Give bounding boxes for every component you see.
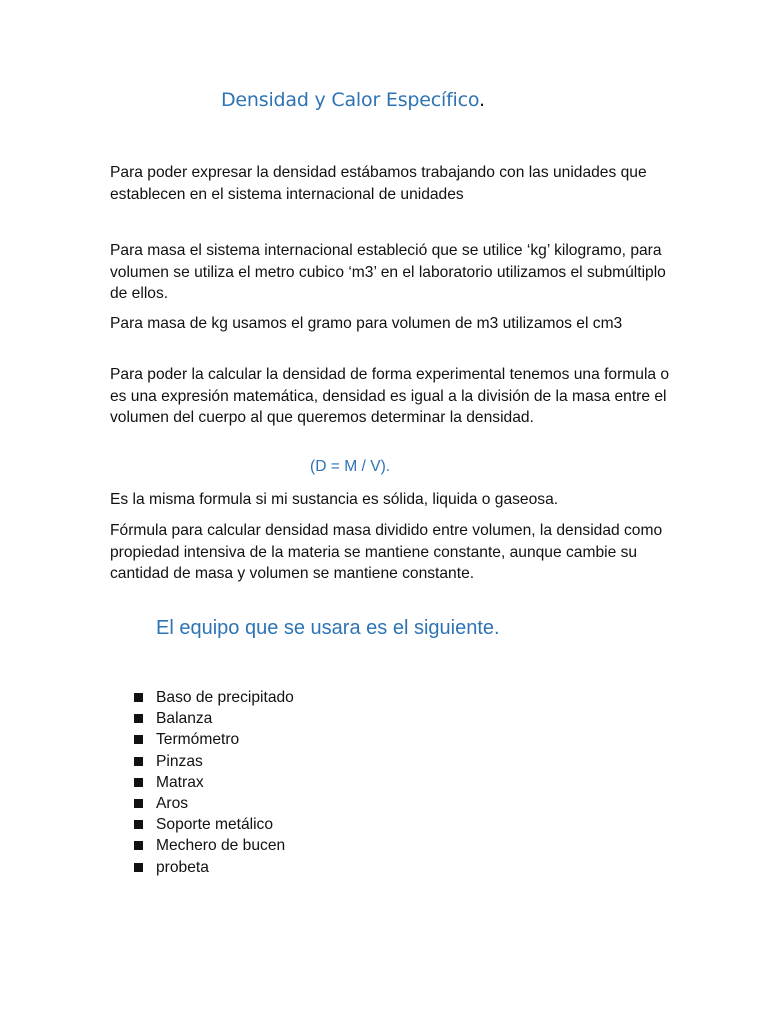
square-bullet-icon [134,863,143,872]
equipment-list [134,687,294,878]
list-item [134,772,294,793]
list-item [134,751,294,772]
paragraph-states: Es la misma formula si mi sustancia es sólida, liquida o gaseosa. [110,491,559,508]
equipment-heading: El equipo que se usara es el siguiente. [156,617,500,639]
paragraph-grams: Para masa de kg usamos el gramo para volumen de m3 utilizamos el cm3 [110,315,623,332]
list-item [134,814,294,835]
list-item-label: Baso de precipitado [156,689,294,706]
list-item-label: Pinzas [156,752,203,770]
paragraph-formula-intro: Para poder la calcular la densidad de forma experimental tenemos una formula o es una expresión matemática, densidad es igual a la división de la masa entre el volumen del cuerpo al que queremos determinar la densidad. [110,366,670,426]
square-bullet-icon [134,757,143,766]
square-bullet-icon [134,735,143,744]
title-text: Densidad y Calor Específico [221,89,479,111]
list-item-label: Balanza [156,710,213,728]
list-item [134,835,294,856]
square-bullet-icon [134,778,143,787]
paragraph-intensive-property: Fórmula para calcular densidad masa dividido entre volumen, la densidad como propiedad intensiva de la materia se mantiene constante, aunque cambie su cantidad de masa y volumen se mantiene constante. [110,522,663,582]
square-bullet-icon [134,799,143,808]
list-item [134,857,294,878]
paragraph-units: Para poder expresar la densidad estábamos trabajando con las unidades que establecen en el sistema internacional de unidades [110,164,647,203]
list-item [134,793,294,814]
list-item-label: Termómetro [156,731,240,749]
density-formula: (D = M / V). [310,458,391,475]
list-item-label: Mechero de bucen [156,837,286,855]
document-title [221,89,485,111]
title-period: . [478,89,485,111]
list-item-label: Soporte metálico [156,816,274,834]
list-item [134,687,294,708]
list-item [134,729,294,750]
square-bullet-icon [134,714,143,723]
list-item-label: probeta [156,858,209,876]
square-bullet-icon [134,693,143,702]
list-item-label: Matrax [156,773,204,791]
list-item [134,708,294,729]
list-item-label: Aros [156,794,189,812]
paragraph-si-units: Para masa el sistema internacional estableció que se utilice ‘kg’ kilogramo, para volumen se utiliza el metro cubico ‘m3’ en el laboratorio utilizamos el submúltiplo de ellos. [110,242,666,302]
square-bullet-icon [134,820,143,829]
square-bullet-icon [134,841,143,850]
